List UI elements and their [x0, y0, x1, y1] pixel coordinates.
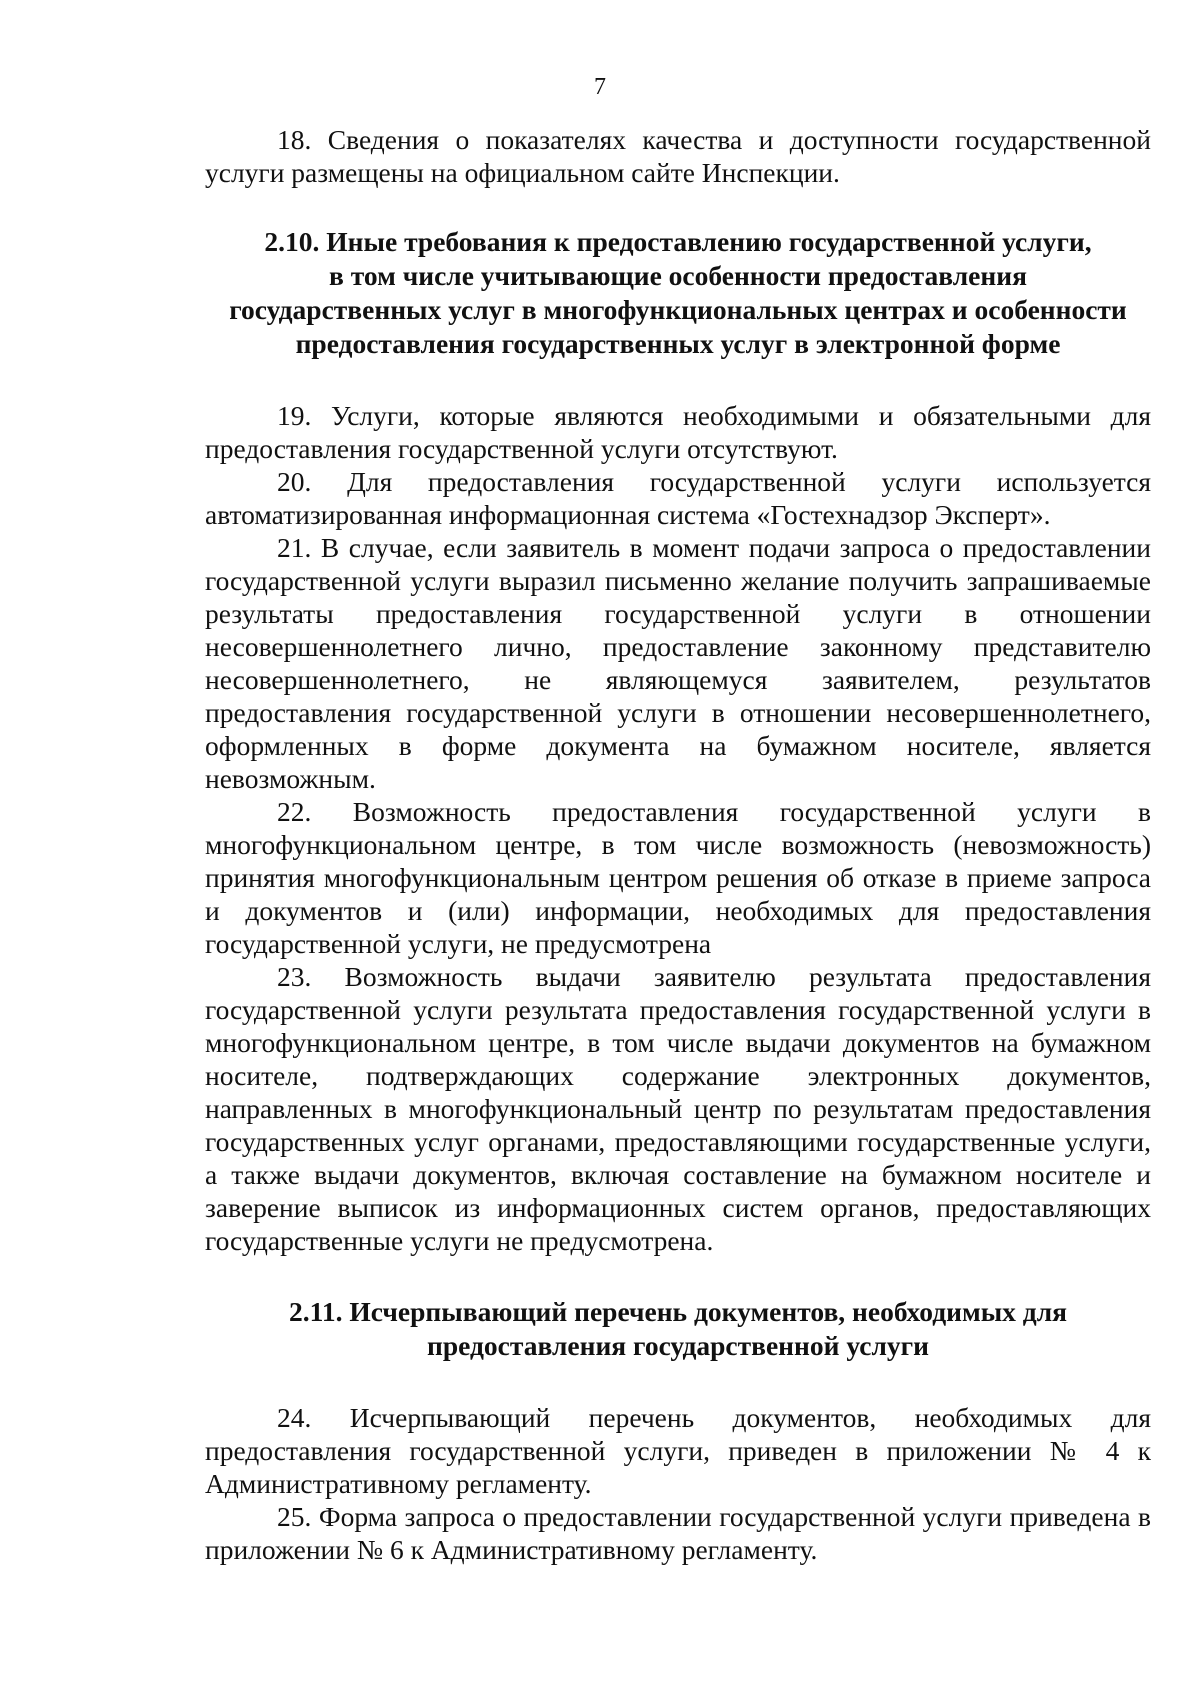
section-heading-2-10: [205, 225, 1151, 361]
heading-line: в том числе учитывающие особенности предоставления: [329, 260, 1027, 291]
heading-line: 2.11. Исчерпывающий перечень документов, необходимых для: [288, 1296, 1068, 1327]
heading-line: предоставления государственной услуги: [427, 1330, 929, 1361]
section-heading-2-11: [205, 1295, 1151, 1363]
paragraph-22: 22. Возможность предоставления государственной услуги в многофункциональном центре, в том числе возможность (невозможность) принятия многофункциональным центром решения об отказе в приеме запроса и документов и (или) информации, необходимых для предоставления государственной услуги, не предусмотрена: [205, 796, 1151, 959]
paragraph-23: 23. Возможность выдачи заявителю результата предоставления государственной услуги результата предоставления государственной услуги в многофункциональном центре, в том числе выдачи документов на бумажном носителе, подтверждающих содержание электронных документов, направленных в многофункциональный центр по результатам предоставления государственных услуг органами, предоставляющими государственные услуги, а также выдачи документов, включая составление на бумажном носителе и заверение выписок из информационных систем органов, предоставляющих государственные услуги не предусмотрена.: [205, 961, 1151, 1256]
paragraph-19: 19. Услуги, которые являются необходимыми и обязательными для предоставления государственной услуги отсутствуют.: [205, 400, 1151, 464]
document-body: [205, 123, 1151, 1566]
page-number: 7: [594, 74, 606, 100]
paragraph-18: 18. Сведения о показателях качества и доступности государственной услуги размещены на официальном сайте Инспекции.: [205, 124, 1151, 188]
paragraph-25: 25. Форма запроса о предоставлении государственной услуги приведена в приложении № 6 к Административному регламенту.: [205, 1501, 1151, 1565]
heading-line: государственных услуг в многофункциональных центрах и особенности: [229, 294, 1127, 325]
paragraph-20: 20. Для предоставления государственной услуги используется автоматизированная информационная система «Гостехнадзор Эксперт».: [205, 466, 1151, 530]
heading-line: предоставления государственных услуг в электронной форме: [295, 328, 1061, 359]
paragraph-21: 21. В случае, если заявитель в момент подачи запроса о предоставлении государственной услуги выразил письменно желание получить запрашиваемые результаты предоставления государственной услуги в отношении несовершеннолетнего лично, предоставление законному представителю несовершеннолетнего, не являющемуся заявителем, результатов предоставления государственной услуги в отношении несовершеннолетнего, оформленных в форме документа на бумажном носителе, является невозможным.: [205, 532, 1151, 794]
heading-line: 2.10. Иные требования к предоставлению государственной услуги,: [264, 226, 1092, 257]
paragraph-24: 24. Исчерпывающий перечень документов, необходимых для предоставления государственной услуги, приведен в приложении № 4 к Административному регламенту.: [205, 1402, 1151, 1499]
